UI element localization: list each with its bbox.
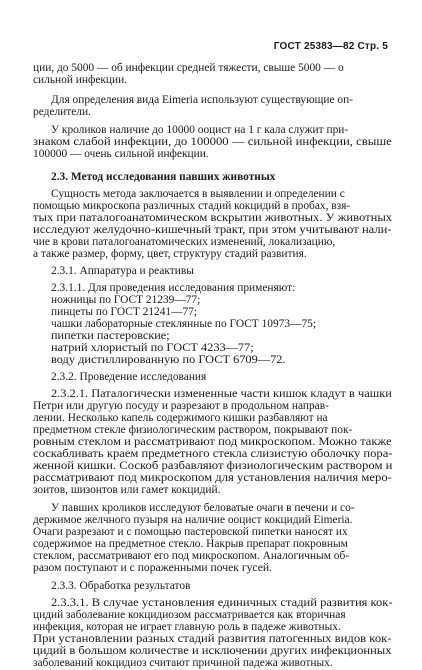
text-line: Очаги разрезают и с помощью пастеровской пипетки наносят их — [33, 526, 348, 538]
text-line: цидий в большом количестве и исключении других инфекционных — [33, 645, 392, 657]
text-line: При установлении разных стадий развития патогенных видов кок- — [33, 633, 392, 645]
text-line: инфекция, которая не играет главную роль в падеже животных. — [33, 621, 341, 633]
text-line: а также размер, форму, цвет, структуру стадий развития. — [33, 248, 307, 260]
text-line: держимое желчного пузыря на наличие ооцист кокцидий Eimeria. — [33, 514, 353, 526]
section-heading: 2.3. Метод исследования павших животных — [51, 171, 276, 183]
text-line: ровным стеклом и рассматривают под микроскопом. Можно также — [33, 436, 392, 448]
text-line: рассматривают под микроскопом для установления наличия меро- — [33, 472, 392, 484]
text-line: натрий хлористый по ГОСТ 4233—77; — [51, 342, 254, 354]
text-line: 2.3.2.1. Паталогически измененные части кишок кладут в чашки — [51, 388, 392, 400]
text-line: зоитов, шизонтов или гамет кокцидий. — [33, 484, 221, 496]
text-line: женной кишки. Соскоб разбавляют физиологическим раствором и — [33, 460, 393, 472]
text-line: 2.3.2. Проведение исследования — [51, 371, 207, 383]
text-line: воду дистиллированную по ГОСТ 6709—72. — [51, 354, 286, 366]
text-line: Петри или другую посуду и разрезают в продольном направ- — [33, 400, 329, 412]
text-line: стеклом, рассматривают его под микроскопом. Аналогичным об- — [33, 550, 350, 562]
text-line: тых при паталогоанатомическом вскрытии животных. У животных — [33, 212, 393, 224]
text-line: 2.3.3.1. В случае установления единичных стадий развития кок- — [51, 597, 393, 609]
text-line: ножницы по ГОСТ 21239—77; — [51, 294, 201, 306]
page-header: ГОСТ 25383—82 Стр. 5 — [273, 41, 388, 52]
text-line: предметном стекле физиологическим раствором, покрывают пок- — [33, 424, 353, 436]
text-line: У павших кроликов исследуют беловатые очаги в печени и со- — [51, 502, 355, 514]
text-line: заболеваний кокцидиоз считают причиной падежа животных. — [33, 657, 333, 669]
text-line: ределители. — [33, 106, 91, 118]
text-line: 2.3.1. Аппаратура и реактивы — [51, 265, 194, 277]
text-line: соскабливать краем предметного стекла слизистую оболочку пора- — [33, 448, 393, 460]
text-line: лении. Несколько капель содержимого кишки разбавляют на — [33, 412, 328, 424]
text-line: чашки лабораторные стеклянные по ГОСТ 10973—75; — [51, 318, 317, 330]
text-line: сильной инфекции. — [33, 74, 128, 86]
text-line: разом поступают и с пораженными почек гусей. — [33, 562, 273, 574]
text-line: ции, до 5000 — об инфекции средней тяжести, свыше 5000 — о — [33, 62, 344, 74]
text-line: 100000 — очень сильной инфекции. — [33, 148, 209, 160]
text-line: знаком слабой инфекции, до 100000 — сильной инфекции, свыше — [33, 136, 392, 148]
text-line: 2.3.3. Обработка результатов — [51, 580, 191, 592]
text-line: Сущность метода заключается в выявлении и определении с — [51, 188, 345, 200]
text-line: помощью микроскопа различных стадий кокцидий в пробах, взя- — [33, 200, 351, 212]
text-line: 2.3.1.1. Для проведения исследования применяют: — [51, 282, 296, 294]
text-line: Для определения вида Eimeria используют существующие оп- — [51, 94, 353, 106]
text-line: содержимое на предметное стекло. Накрыв препарат покровным — [33, 538, 348, 550]
text-line: У кроликов наличие до 10000 ооцист на 1 г кала служит при- — [51, 124, 349, 136]
text-line: цидий заболевание кокцидиозом рассматривается как вторичная — [33, 609, 346, 621]
text-line: пинцеты по ГОСТ 21241—77; — [51, 306, 198, 318]
text-line: пипетки пастеровские; — [51, 330, 170, 342]
text-line: исследуют желудочно-кишечный тракт, при этом учитывают нали- — [33, 224, 392, 236]
text-line: чие в крови паталогоанатомических изменений, локализацию, — [33, 236, 336, 248]
